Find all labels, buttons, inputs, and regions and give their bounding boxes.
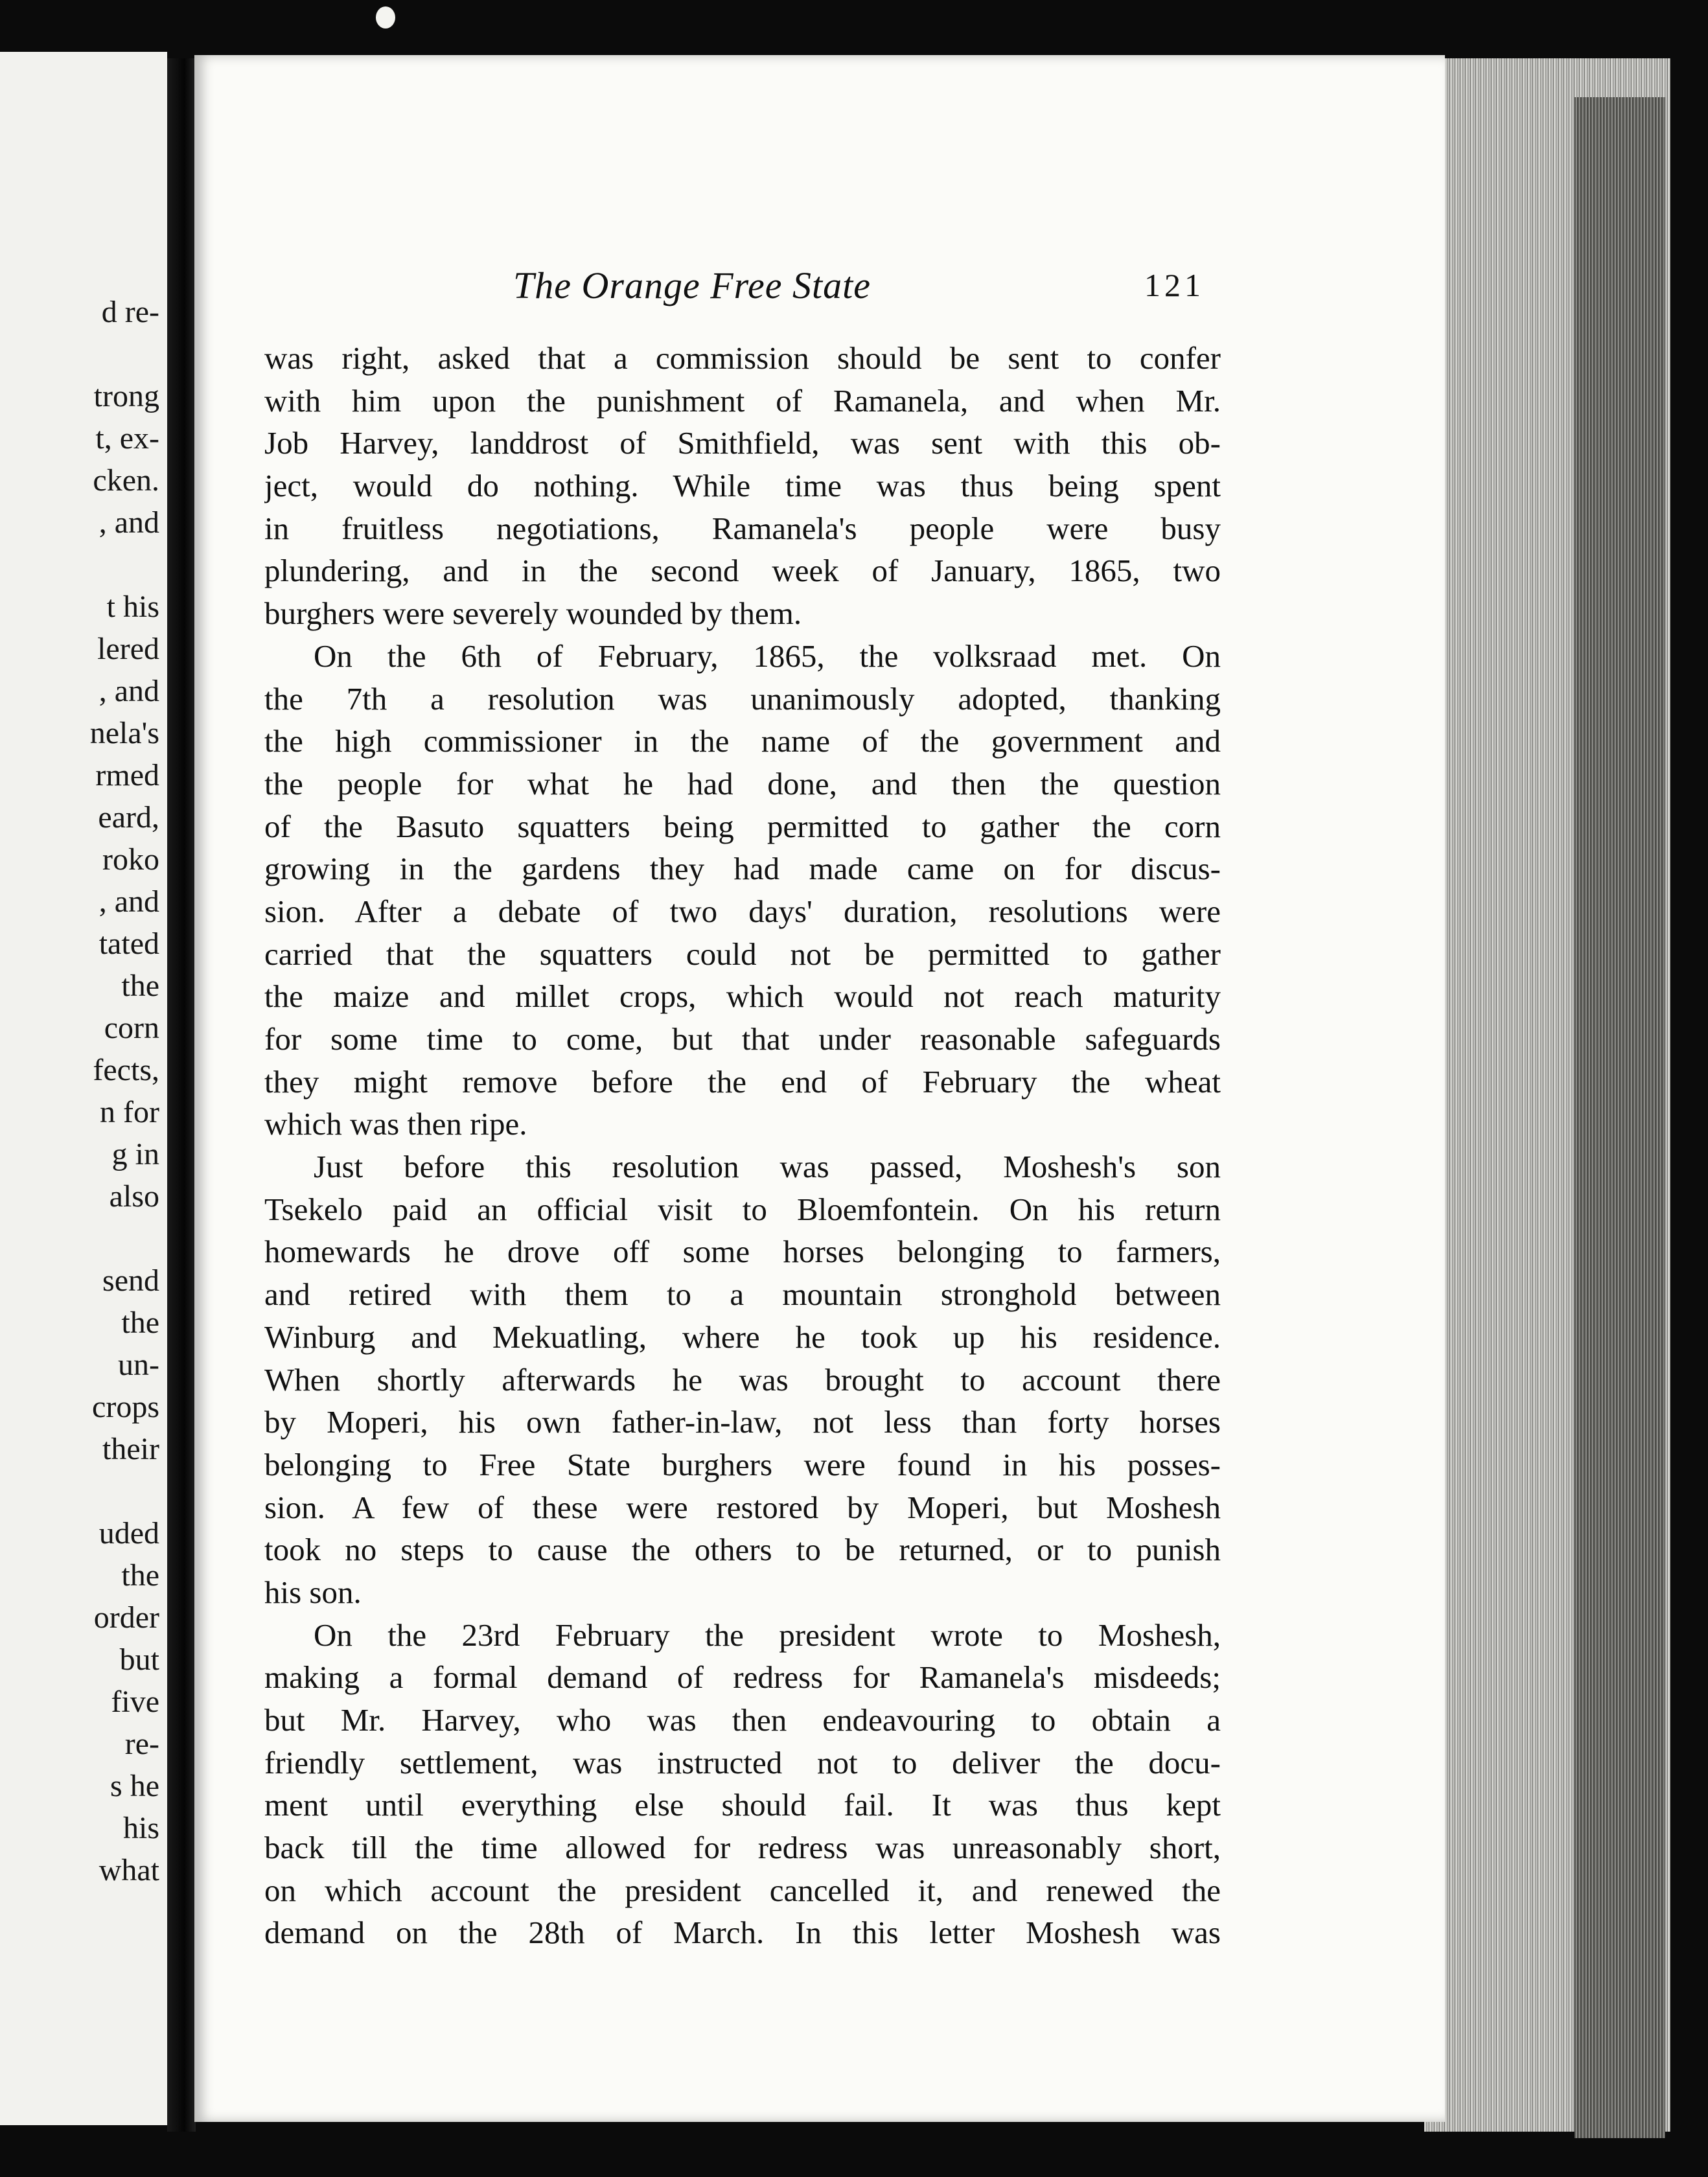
left-page-fragment: five — [111, 1685, 159, 1719]
page-number: 121 — [1144, 267, 1205, 303]
previous-page-edge — [0, 52, 167, 2125]
left-page-fragment: uded — [98, 1516, 159, 1550]
left-page-fragment: , and — [98, 674, 159, 708]
left-page-fragment: but — [119, 1642, 159, 1677]
left-page-fragment: also — [109, 1179, 159, 1214]
text-line: but Mr. Harvey, who was then endeavouring to obtain a — [264, 1702, 1221, 1738]
text-line: On the 6th of February, 1865, the volksraad met. On — [314, 638, 1221, 674]
left-page-fragment: , and — [98, 505, 159, 540]
left-page-fragment: , and — [98, 884, 159, 919]
left-page-fragment: the — [121, 969, 159, 1003]
left-page-fragment: tated — [98, 927, 159, 961]
scan-speck — [376, 6, 395, 29]
text-line: friendly settlement, was instructed not to deliver the docu- — [264, 1744, 1221, 1780]
left-page-fragment: un- — [118, 1348, 159, 1382]
left-page-fragment: n for — [100, 1095, 159, 1129]
text-line: on which account the president cancelled it, and renewed the — [264, 1872, 1221, 1908]
text-line: the people for what he had done, and then the question — [264, 765, 1221, 801]
left-page-fragment: lered — [97, 632, 159, 666]
left-page-fragment: s he — [110, 1769, 159, 1803]
left-page-fragment: cken. — [93, 463, 159, 498]
left-page-fragment: corn — [104, 1011, 159, 1045]
text-line: sion. After a debate of two days' duration, resolutions were — [264, 893, 1221, 929]
text-line: growing in the gardens they had made came on for discus- — [264, 851, 1221, 887]
text-line: the 7th a resolution was unanimously adopted, thanking — [264, 680, 1221, 717]
left-page-fragment: re- — [124, 1727, 159, 1761]
text-line: the high commissioner in the name of the government and — [264, 723, 1221, 759]
left-page-fragment: their — [102, 1432, 159, 1466]
book-page — [194, 55, 1445, 2122]
left-page-fragment: order — [93, 1600, 159, 1635]
left-page-fragment: crops — [92, 1390, 159, 1424]
text-line: took no steps to cause the others to be returned, or to punish — [264, 1532, 1221, 1568]
text-line: sion. A few of these were restored by Moperi, but Moshesh — [264, 1489, 1221, 1525]
left-page-fragment: t his — [106, 590, 159, 624]
left-page-fragment: rmed — [95, 758, 159, 792]
left-page-fragment: trong — [93, 379, 159, 413]
running-head — [194, 264, 1445, 316]
left-page-fragment: the — [121, 1306, 159, 1340]
left-page-fragment: fects, — [93, 1053, 159, 1087]
text-line: homewards he drove off some horses belonging to farmers, — [264, 1234, 1221, 1270]
book-gutter — [167, 58, 196, 2132]
text-line: for some time to come, but that under reasonable safeguards — [264, 1021, 1221, 1057]
left-page-fragment: t, ex- — [95, 421, 159, 455]
text-line: Winburg and Mekuatling, where he took up his residence. — [264, 1319, 1221, 1355]
text-line: demand on the 28th of March. In this letter Moshesh was — [264, 1915, 1221, 1951]
text-line: plundering, and in the second week of January, 1865, two — [264, 553, 1221, 589]
page-block-shadow — [1575, 97, 1665, 2138]
text-line: in fruitless negotiations, Ramanela's people were busy — [264, 510, 1221, 546]
left-page-fragment: g in — [111, 1137, 159, 1171]
text-line: On the 23rd February the president wrote to Moshesh, — [314, 1617, 1221, 1653]
text-line: When shortly afterwards he was brought to account there — [264, 1361, 1221, 1398]
left-page-fragment: d re- — [101, 295, 159, 329]
left-page-fragment: send — [102, 1263, 159, 1298]
body-text — [264, 337, 1221, 1954]
left-page-fragment: eard, — [98, 800, 159, 835]
text-line: which was then ripe. — [264, 1106, 527, 1142]
text-line: with him upon the punishment of Ramanela, and when Mr. — [264, 382, 1221, 419]
text-line: by Moperi, his own father-in-law, not less than forty horses — [264, 1404, 1221, 1440]
text-line: ment until everything else should fail. It was thus kept — [264, 1787, 1221, 1823]
text-line: back till the time allowed for redress was unreasonably short, — [264, 1830, 1221, 1866]
text-line: the maize and millet crops, which would not reach maturity — [264, 978, 1221, 1015]
left-page-fragment: what — [98, 1853, 159, 1887]
text-line: carried that the squatters could not be permitted to gather — [264, 936, 1221, 972]
text-line: making a formal demand of redress for Ramanela's misdeeds; — [264, 1659, 1221, 1696]
text-line: they might remove before the end of February the wheat — [264, 1063, 1221, 1100]
text-line: Just before this resolution was passed, Moshesh's son — [314, 1149, 1221, 1185]
left-page-fragment: roko — [102, 842, 159, 877]
text-line: his son. — [264, 1574, 362, 1610]
text-line: ject, would do nothing. While time was thus being spent — [264, 468, 1221, 504]
text-line: Tsekelo paid an official visit to Bloemfontein. On his return — [264, 1191, 1221, 1227]
left-page-fragment: his — [122, 1811, 159, 1845]
text-line: of the Basuto squatters being permitted to gather the corn — [264, 808, 1221, 844]
left-page-fragment: nela's — [89, 716, 159, 750]
text-line: was right, asked that a commission should be sent to confer — [264, 340, 1221, 376]
text-line: belonging to Free State burghers were found in his posses- — [264, 1446, 1221, 1482]
running-head-title: The Orange Free State — [513, 264, 871, 306]
text-line: burghers were severely wounded by them. — [264, 595, 802, 632]
text-line: and retired with them to a mountain stronghold between — [264, 1276, 1221, 1313]
text-line: Job Harvey, landdrost of Smithfield, was sent with this ob- — [264, 425, 1221, 461]
left-page-fragment: the — [121, 1558, 159, 1593]
